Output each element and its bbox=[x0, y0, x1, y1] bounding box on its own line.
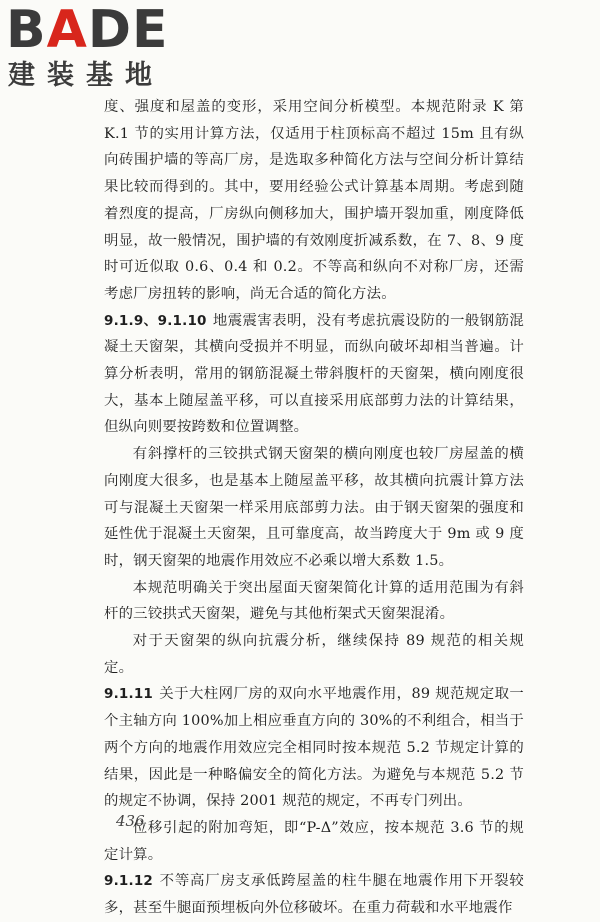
clause-paragraph bbox=[104, 308, 524, 442]
logo-letter-a-accent: A bbox=[46, 0, 88, 60]
logo-letter-b: B bbox=[6, 0, 47, 60]
document-body bbox=[104, 94, 524, 922]
body-paragraph bbox=[104, 441, 524, 575]
logo-letters-de: DE bbox=[87, 0, 169, 60]
paragraph-text: 度、强度和屋盖的变形，采用空间分析模型。本规范附录 K 第 K.1 节的实用计算方法，仅适用于柱顶标高不超过 15m 且有纵向砖围护墙的等高厂房，是选取多种简化方法与空间分析计算结果比较而得到的。其中，要用经验公式计算基本周期。考虑到随着烈度的提高，厂房纵向侧移加大，围护墙开裂加重，刚度降低明显，故一般情况，围护墙的有效刚度折减系数，在 7、8、9 度时可近似取 0.6、0.4 和 0.2。不等高和纵向不对称厂房，还需考虑厂房扭转的影响，尚无合适的简化方法。 bbox=[104, 99, 524, 302]
paragraph-text: 本规范明确关于突出屋面天窗架简化计算的适用范围为有斜杆的三铰拱式天窗架，避免与其他桁架式天窗架混淆。 bbox=[104, 579, 524, 623]
paragraph-text: 关于大柱网厂房的双向水平地震作用，89 规范规定取一个主轴方向 100%加上相应垂直方向的 30%的不利组合，相当于两个方向的地震作用效应完全相同时按本规范 5.2 节规定计算的结果，因此是一种略偏安全的简化方法。为避免与本规范 5.2 节的规定不协调，保持 2001 规范的规定，不再专门列出。 bbox=[104, 686, 524, 810]
clause-paragraph bbox=[104, 681, 524, 815]
paragraph-text: 有斜撑杆的三铰拱式钢天窗架的横向刚度也较厂房屋盖的横向刚度大很多，也是基本上随屋盖平移，故其横向抗震计算方法可与混凝土天窗架一样采用底部剪力法。由于钢天窗架的强度和延性优于混凝土天窗架，且可靠度高，故当跨度大于 9m 或 9 度时，钢天窗架的地震作用效应不必乘以增大系数 1.5。 bbox=[104, 446, 524, 569]
logo-wordmark bbox=[6, 2, 169, 58]
clause-number: 9.1.9、9.1.10 bbox=[104, 312, 207, 329]
paragraph-text: 不等高厂房支承低跨屋盖的柱牛腿在地震作用下开裂较多，甚至牛腿面预埋板向外位移破坏。在重力荷载和水平地震作 bbox=[104, 873, 524, 917]
clause-number: 9.1.11 bbox=[104, 686, 154, 703]
clause-paragraph bbox=[104, 868, 524, 921]
paragraph-text: 地震震害表明，没有考虑抗震设防的一般钢筋混凝土天窗架，其横向受损并不明显，而纵向破坏却相当普遍。计算分析表明，常用的钢筋混凝土带斜腹杆的天窗架，横向刚度很大，基本上随屋盖平移，可以直接采用底部剪力法的计算结果，但纵向则要按跨数和位置调整。 bbox=[104, 312, 524, 436]
logo-subtitle: 建装基地 bbox=[8, 60, 164, 91]
body-paragraph bbox=[104, 628, 524, 681]
page-number: 436 bbox=[116, 812, 145, 830]
clause-number: 9.1.12 bbox=[104, 873, 154, 890]
body-paragraph bbox=[104, 575, 524, 628]
bade-logo bbox=[6, 2, 176, 94]
paragraph-text: 对于天窗架的纵向抗震分析，继续保持 89 规范的相关规定。 bbox=[104, 633, 524, 676]
body-paragraph bbox=[104, 815, 524, 868]
paragraph-text: 位移引起的附加弯矩，即“P-Δ”效应，按本规范 3.6 节的规定计算。 bbox=[104, 819, 524, 863]
body-paragraph bbox=[104, 94, 524, 308]
